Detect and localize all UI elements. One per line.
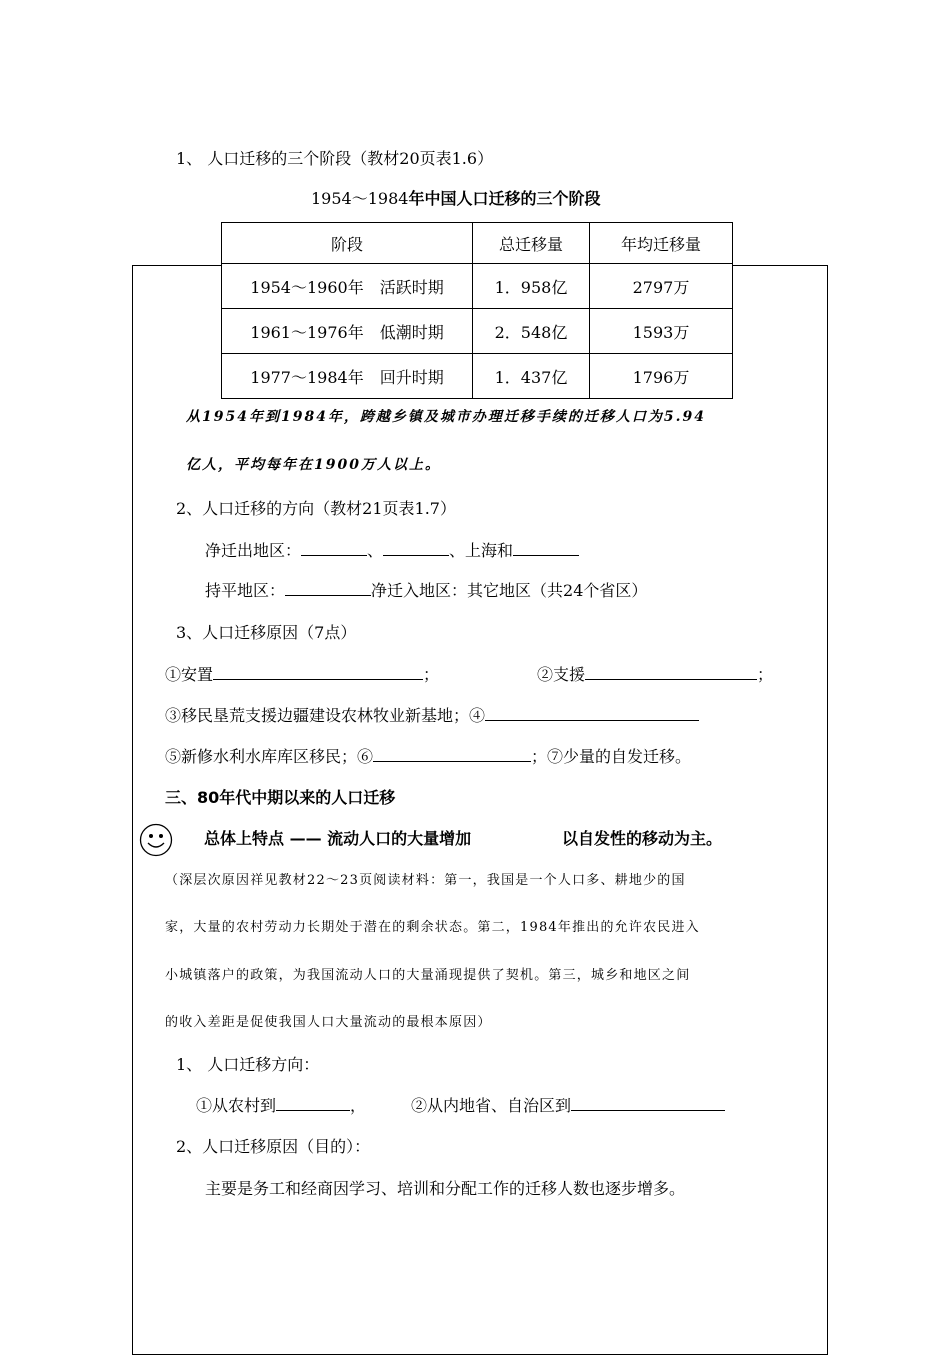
section3-heading: 3、人口迁移原因（7点）	[176, 623, 357, 642]
table-title	[311, 186, 600, 209]
cell-annual: 2797万	[590, 264, 733, 309]
table-row	[222, 264, 733, 309]
separator: 、	[367, 541, 384, 560]
smiley-icon	[139, 823, 173, 857]
blank-2[interactable]	[383, 539, 449, 556]
semicolon: ；	[423, 665, 440, 684]
blank-6[interactable]	[585, 663, 757, 680]
semicolon: ；	[757, 665, 774, 684]
header-total: 总迁移量	[473, 223, 590, 264]
balance-line	[205, 578, 647, 601]
net-out-label: 净迁出地区：	[205, 541, 302, 560]
reason-2	[537, 662, 773, 685]
note-line-1: 从1954年到1984年，跨越乡镇及城市办理迁移手续的迁移人口为5.94	[186, 409, 707, 425]
cell-annual: 1796万	[590, 354, 733, 399]
feature-b: 以自发性的移动为主。	[562, 829, 723, 848]
header-stage: 阶段	[222, 223, 473, 264]
note-line-2: 亿人，平均每年在1900万人以上。	[186, 457, 441, 473]
blank-4[interactable]	[285, 579, 371, 596]
reason-3-label: ③移民垦荒支援边疆建设农林牧业新基地；④	[165, 706, 486, 725]
blank-10[interactable]	[571, 1094, 725, 1111]
para-line: 小城镇落户的政策，为我国流动人口的大量涌现提供了契机。第三，城乡和地区之间	[165, 968, 691, 983]
cell-total: 2．548亿	[473, 309, 590, 354]
cell-stage: 1977～1984年 回升时期	[222, 354, 473, 399]
table-title-text: 年中国人口迁移的三个阶段	[408, 189, 601, 208]
blank-5[interactable]	[213, 663, 423, 680]
sub1-heading: 1、 人口迁移方向：	[176, 1055, 320, 1074]
sub2-text: 主要是务工和经商因学习、培训和分配工作的迁移人数也逐步增多。	[205, 1179, 686, 1198]
para-line: （深层次原因祥见教材22～23页阅读材料：第一，我国是一个人口多、耕地少的国	[165, 873, 686, 888]
sub2-heading: 2、人口迁移原因（目的）：	[176, 1137, 371, 1156]
sub1-line-a	[196, 1093, 366, 1116]
section1-heading: 1、 人口迁移的三个阶段（教材20页表1.6）	[176, 149, 494, 168]
cell-stage: 1954～1960年 活跃时期	[222, 264, 473, 309]
rural-to-label: ①从农村到	[196, 1096, 277, 1115]
section2-heading: 2、人口迁移的方向（教材21页表1.7）	[176, 499, 456, 518]
blank-9[interactable]	[276, 1094, 350, 1111]
table-row	[222, 354, 733, 399]
reason-7-label: ；⑦少量的自发迁移。	[531, 747, 692, 766]
net-out-line	[205, 538, 579, 561]
reason-2-label: ②支援	[537, 665, 586, 684]
reason-5-label: ⑤新修水利水库库区移民；⑥	[165, 747, 374, 766]
para-line: 家，大量的农村劳动力长期处于潜在的剩余状态。第二，1984年推出的允许农民进入	[165, 920, 700, 935]
comma: ，	[350, 1096, 367, 1115]
inland-to-label: ②从内地省、自治区到	[411, 1096, 572, 1115]
balance-label: 持平地区：	[205, 581, 286, 600]
table-row	[222, 309, 733, 354]
blank-8[interactable]	[373, 745, 531, 762]
shanghai-text: 、上海和	[449, 541, 514, 560]
cell-total: 1．958亿	[473, 264, 590, 309]
sub1-line-b	[411, 1093, 725, 1116]
header-annual: 年均迁移量	[590, 223, 733, 264]
reason-5-7	[165, 744, 691, 767]
table-header-row	[222, 223, 733, 264]
cell-stage: 1961～1976年 低潮时期	[222, 309, 473, 354]
feature-a: 总体上特点 —— 流动人口的大量增加	[204, 829, 472, 848]
para-line: 的收入差距是促使我国人口大量流动的最根本原因）	[165, 1015, 492, 1030]
migration-stages-table	[221, 222, 733, 399]
cell-total: 1．437亿	[473, 354, 590, 399]
blank-3[interactable]	[513, 539, 579, 556]
net-in-text: 净迁入地区：其它地区（共24个省区）	[371, 581, 648, 600]
reason-1	[165, 662, 439, 685]
reason-3-4	[165, 703, 699, 726]
table-title-years: 1954～1984	[311, 189, 409, 208]
blank-7[interactable]	[485, 704, 699, 721]
blank-1[interactable]	[301, 539, 367, 556]
cell-annual: 1593万	[590, 309, 733, 354]
reason-1-label: ①安置	[165, 665, 214, 684]
part3-heading: 三、80年代中期以来的人口迁移	[165, 788, 396, 807]
